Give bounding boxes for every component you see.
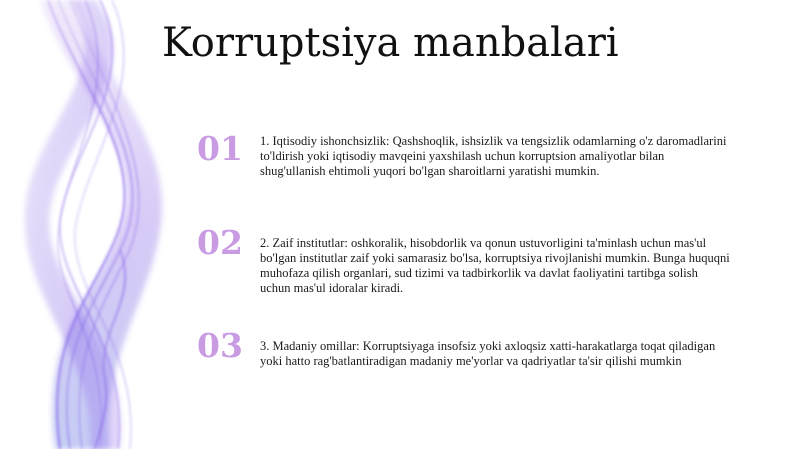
item-number-02: 02 <box>197 223 243 262</box>
item-text-03: 3. Madaniy omillar: Korruptsiyaga insofsiz yoki axloqsiz xatti-harakatlarga toqat qiladigan yoki hatto rag'batlantiradigan madaniy me'yorlar va qadriyatlar ta'sir qilishi mumkin <box>260 339 716 368</box>
item-number-03: 03 <box>197 326 243 365</box>
item-text-01: 1. Iqtisodiy ishonchsizlik: Qashshoqlik, ishsizlik va tengsizlik odamlarning o'z daromadlarini to'ldirish yoki iqtisodiy mavqeini yaxshilash uchun korruptsion amaliyotlar bilan shug'ullanish ehtimoli yuqori bo'lgan sharoitlarni yaratishi mumkin. <box>260 134 727 178</box>
slide-title: Korruptsiya manbalari <box>162 20 619 66</box>
item-text-02: 2. Zaif institutlar: oshkoralik, hisobdorlik va qonun ustuvorligini ta'minlash uchun mas'ul bo'lgan institutlar zaif yoki samarasiz bo'lsa, korruptsiya rivojlanishi mumkin. Bunga huquqni muhofaza qilish organlari, sud tizimi va tadbirkorlik va davlat faoliyatini tartibga solish uchun mas'ul idoralar kiradi. <box>260 236 730 295</box>
item-number-01: 01 <box>197 129 243 168</box>
